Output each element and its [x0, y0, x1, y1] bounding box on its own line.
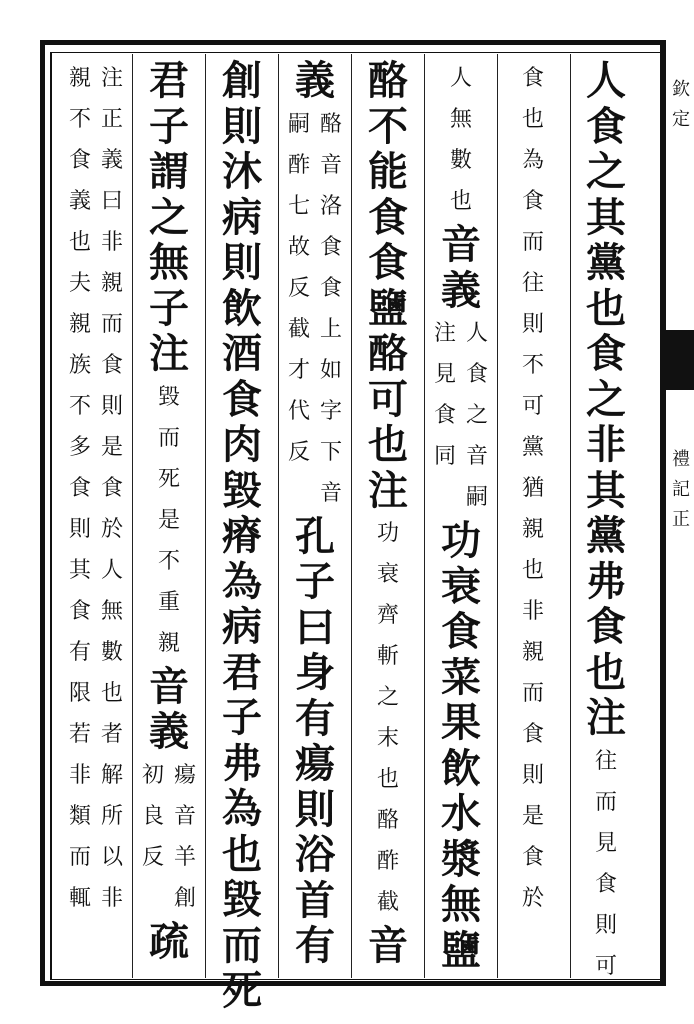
main-text: 音義 [149, 662, 189, 755]
commentary-text: 人食之音嗣 [466, 321, 489, 510]
commentary-text: 瘍音羊創 [174, 762, 197, 911]
commentary-double-column [377, 513, 399, 923]
main-text: 孔子曰身有瘍則浴首有 [295, 512, 335, 969]
main-text: 疏 [149, 917, 189, 965]
main-text: 功衰食菜果飲水漿無鹽 [441, 517, 481, 974]
adjacent-page-edge [660, 40, 694, 986]
commentary-text: 嗣酢七故反截才代反 [288, 111, 311, 465]
main-text: 君子謂之無子注 [149, 57, 189, 377]
commentary-double-column [158, 377, 180, 664]
main-text: 音義 [441, 221, 481, 314]
edge-border [660, 40, 666, 986]
commentary-text: 親不食義也夫親族不多食則其食有限若非類而輒 [69, 66, 92, 911]
commentary-text: 酪音洛食食上如字下音 [320, 111, 343, 506]
commentary-text: 注見食同 [434, 321, 457, 469]
edge-fishtail-mark [660, 330, 694, 390]
text-column [421, 58, 501, 973]
text-column [493, 58, 573, 919]
commentary-text: 食也為食而往則不可黨猶親也非親而食則是食於 [522, 66, 545, 911]
main-text: 音 [368, 922, 408, 969]
edge-glyph: 記 [672, 479, 690, 500]
main-text: 酪不能食食鹽酪可也注 [368, 57, 408, 514]
edge-glyph: 正 [672, 509, 690, 530]
main-text: 義 [295, 57, 335, 104]
text-column [275, 58, 355, 969]
edge-glyph: 欽 [672, 79, 690, 100]
edge-glyph: 禮 [672, 449, 690, 470]
commentary-text: 往而見食則可 [595, 748, 618, 979]
commentary-text: 初良反 [142, 762, 165, 870]
commentary-double-column [434, 313, 488, 518]
commentary-double-column [142, 755, 196, 919]
main-text: 創則沐病則飲酒食肉毀瘠為病君子弗為也毀而死 [222, 57, 262, 1014]
commentary-text: 注正義曰非親而食則是食於人無數也者解所以非 [101, 66, 124, 911]
edge-glyph: 定 [672, 109, 690, 130]
text-column [129, 58, 209, 964]
commentary-double-column [595, 741, 617, 987]
commentary-double-column [288, 104, 342, 514]
text-column [566, 58, 646, 987]
commentary-text: 人無數也 [450, 66, 473, 214]
commentary-double-column [69, 58, 123, 919]
commentary-text: 功衰齊斬之末也酪酢截 [377, 521, 400, 915]
main-text: 人食之其黨也食之非其黨弗食也注 [586, 57, 626, 741]
text-column [348, 58, 428, 969]
text-column [202, 58, 282, 1014]
commentary-text: 毀而死是不重親 [158, 384, 181, 656]
text-column [56, 58, 136, 919]
